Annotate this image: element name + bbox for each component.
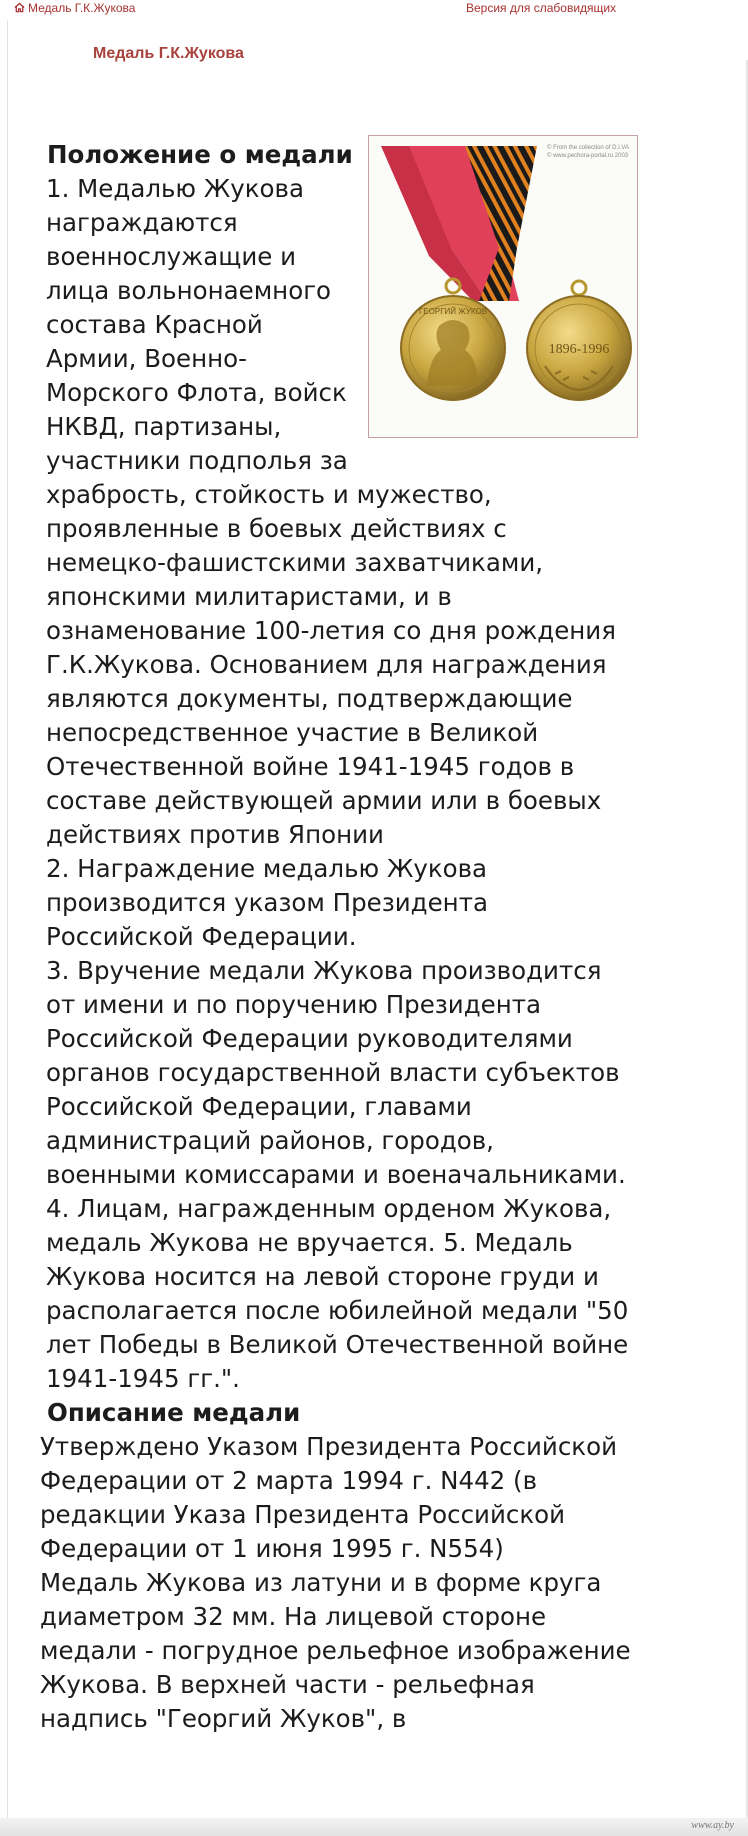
paragraph-5: Утверждено Указом Президента Российской Федерации от 2 марта 1994 г. N442 (в редакции Указа Президента Российской Федерации от 1 июня 1995 г. N554) [40, 1432, 618, 1563]
left-frame [0, 20, 8, 1818]
medal-front-inscription: ГЕОРГИЙ ЖУКОВ [418, 307, 488, 316]
home-icon [14, 2, 25, 13]
top-bar [0, 0, 748, 18]
paragraph-3: 3. Вручение медали Жукова производится от имени и по поручению Президента Российской Федерации руководителями органов государственной власти субъектов Российской Федерации, главами администраций районов, городов, военными комиссарами и военачальниками. [46, 956, 626, 1189]
accessibility-version-link[interactable]: Версия для слабовидящих [466, 1, 617, 15]
bottom-strip [0, 1818, 748, 1836]
breadcrumb-label: Медаль Г.К.Жукова [28, 1, 136, 15]
heading-description: Описание медали [47, 1398, 301, 1427]
article-content [26, 138, 632, 1736]
medal-reverse-years: 1896-1996 [548, 342, 610, 357]
paragraph-4: 4. Лицам, награжденным орденом Жукова, медаль Жукова не вручается. 5. Медаль Жукова носится на левой стороне груди и располагается после юбилейной медали "50 лет Победы в Великой Отечественной войне 1941-1945 гг.". [46, 1194, 629, 1393]
paragraph-2: 2. Награждение медалью Жукова производится указом Президента Российской Федерации. [46, 854, 488, 951]
paragraph-1: 1. Медалью Жукова награждаются военнослужащие и лица вольнонаемного состава Красной Армии, Военно-Морского Флота, войск НКВД, партизаны, участники подполья за храбрость, стойкость и мужество, проявленные в боевых действиях с немецко-фашистскими захватчиками, японскими милитаристами, и в ознаменование 100-летия со дня рождения Г.К.Жукова. Основанием для награждения являются документы, подтверждающие непосредственное участие в Великой Отечественной войне 1941-1945 годов в составе действующей армии или в боевых действиях против Японии [46, 174, 616, 849]
heading-regulation: Положение о медали [47, 140, 353, 169]
photo-credit: © From the collection of D.I.VA © www.pechora-portal.ru 2003 [546, 145, 629, 159]
medal-illustration [369, 136, 637, 437]
paragraph-6: Медаль Жукова из латуни и в форме круга диаметром 32 мм. На лицевой стороне медали - погрудное рельефное изображение Жукова. В верхней части - рельефная надпись "Георгий Жуков", в [40, 1568, 631, 1733]
watermark: www.ay.by [691, 1820, 734, 1831]
page-title: Медаль Г.К.Жукова [93, 45, 244, 62]
medal-image [368, 135, 638, 438]
breadcrumb[interactable] [14, 1, 135, 15]
